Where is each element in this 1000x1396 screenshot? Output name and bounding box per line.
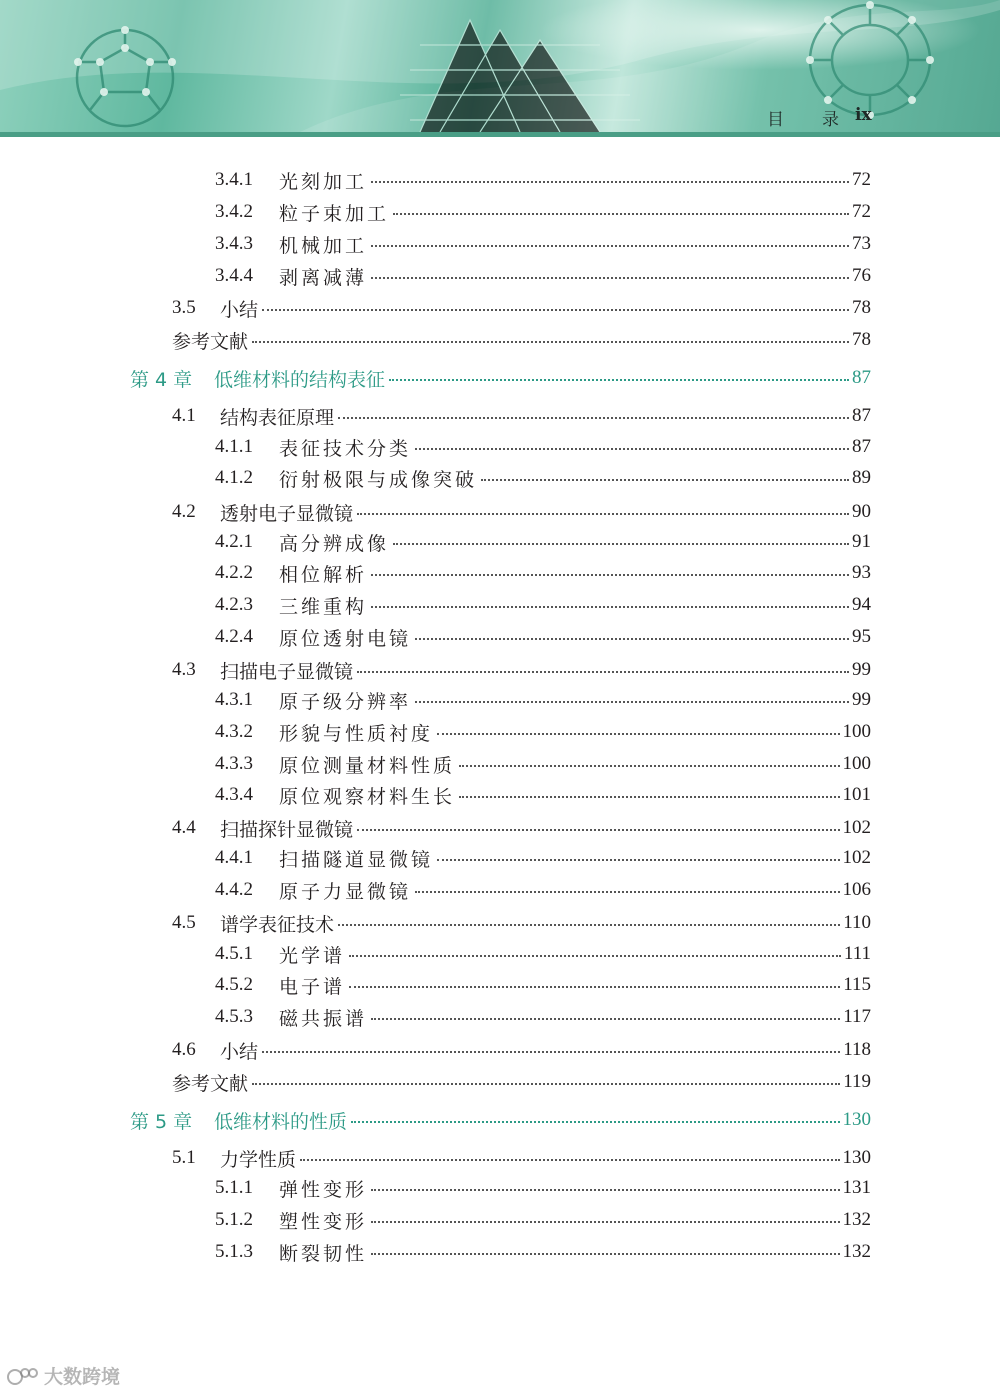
toc-page-number: 91 [852,531,871,552]
toc-row[interactable] [215,749,871,779]
toc-page-number: 100 [842,721,871,742]
toc-number: 3.4.3 [215,233,253,254]
toc-number: 4.3.1 [215,689,253,710]
toc-row[interactable] [215,558,871,588]
dot-leader [349,986,840,988]
toc-number: 4.1.2 [215,467,253,488]
dot-leader [338,924,840,926]
toc-row[interactable] [215,717,871,747]
dot-leader [262,309,849,311]
toc-page-number: 130 [842,1147,871,1168]
toc-title: 谱学表征技术 [220,913,335,936]
header-title-part1: 目 [767,110,784,130]
toc-title: 形貌与性质衬度 [279,722,434,745]
toc-number: 4.2.3 [215,594,253,615]
toc-page-number: 106 [842,879,871,900]
toc-title: 低维材料的结构表征 [214,368,386,391]
toc-number: 3.4.1 [215,169,253,190]
toc-page-number: 111 [843,943,871,964]
toc-page-number: 95 [852,626,871,647]
toc-row[interactable] [215,875,871,905]
toc-title: 三维重构 [279,595,368,618]
dot-leader [371,245,849,247]
toc-row[interactable] [215,970,871,1000]
toc-title: 原子级分辨率 [279,690,412,713]
toc-title: 机械加工 [279,234,368,257]
toc-row[interactable] [172,1143,871,1173]
dot-leader [415,701,849,703]
toc-page-number: 94 [852,594,871,615]
toc-title: 原位透射电镜 [279,627,412,650]
toc-page-number: 87 [852,436,871,457]
toc-row[interactable] [215,1237,871,1267]
toc-row[interactable] [215,229,871,259]
watermark-text: 大数跨境 [44,1366,121,1388]
toc-number: 4.5.3 [215,1006,253,1027]
dot-leader [252,1083,840,1085]
toc-title: 参考文献 [172,1072,249,1095]
toc-number: 4.2.4 [215,626,253,647]
toc-number: 4.3.3 [215,753,253,774]
toc-page-number: 101 [842,784,871,805]
toc-number: 4.2 [172,501,196,522]
toc-number: 4.4.1 [215,847,253,868]
toc-page-number: 90 [852,501,871,522]
dot-leader [371,1018,840,1020]
dot-leader [371,606,849,608]
dot-leader [389,379,849,381]
toc-title: 粒子束加工 [279,202,390,225]
toc-row[interactable] [215,780,871,810]
toc-title: 力学性质 [220,1148,297,1171]
toc-row[interactable] [215,939,871,969]
toc-row[interactable] [215,261,871,291]
toc-title: 电子谱 [279,975,346,998]
toc-title: 低维材料的性质 [214,1110,348,1133]
header-banner [0,0,1000,132]
toc-row[interactable] [172,1067,871,1097]
toc-title: 参考文献 [172,330,249,353]
toc-title: 衍射极限与成像突破 [279,468,478,491]
toc-number: 4.4.2 [215,879,253,900]
toc-page-number: 132 [842,1209,871,1230]
toc-number: 4.2.1 [215,531,253,552]
dot-leader [437,859,839,861]
toc-number: 4.6 [172,1039,196,1060]
dot-leader [371,1253,839,1255]
toc-page-number: 132 [842,1241,871,1262]
toc-row[interactable] [172,293,871,323]
dot-leader [357,513,849,515]
toc-row[interactable] [215,197,871,227]
toc-number: 3.4.4 [215,265,253,286]
dot-leader [415,448,849,450]
toc-page-number: 73 [852,233,871,254]
header-rule [0,132,1000,137]
toc-number: 4.3.2 [215,721,253,742]
toc-title: 原位观察材料生长 [279,785,456,808]
dot-leader [393,213,849,215]
dot-leader [415,638,849,640]
toc-row[interactable] [172,401,871,431]
toc-title: 高分辨成像 [279,532,390,555]
toc-title: 小结 [220,1040,259,1063]
toc-page-number: 100 [842,753,871,774]
toc-page-number: 99 [852,659,871,680]
toc-number: 4.1 [172,405,196,426]
toc-page-number: 115 [843,974,871,995]
dot-leader [481,479,849,481]
toc-number: 4.5.1 [215,943,253,964]
toc-title: 断裂韧性 [279,1242,368,1265]
dot-leader [371,1189,839,1191]
toc-title: 结构表征原理 [220,406,335,429]
toc-title: 扫描电子显微镜 [220,660,354,683]
toc-title: 相位解析 [279,563,368,586]
toc-row[interactable] [172,497,871,527]
header-title-part2: 录 [822,110,839,130]
toc-page-number: 110 [843,912,871,933]
toc-title: 原子力显微镜 [279,880,412,903]
toc-row[interactable] [215,463,871,493]
toc-number: 3.5 [172,297,196,318]
toc-page-number: 72 [852,169,871,190]
dot-leader [300,1159,839,1161]
toc-page-number: 102 [842,847,871,868]
dot-leader [351,1121,839,1123]
toc-title: 原位测量材料性质 [279,754,456,777]
toc-row[interactable] [172,908,871,938]
toc-number: 4.1.1 [215,436,253,457]
dot-leader [357,671,849,673]
toc-number: 4.4 [172,817,196,838]
toc-page-number: 87 [852,405,871,426]
toc-number: 4.3 [172,659,196,680]
toc-title: 剥离减薄 [279,266,368,289]
toc-page-number: 130 [842,1109,871,1130]
toc-number: 4.5.2 [215,974,253,995]
toc-row[interactable] [172,813,871,843]
toc-row[interactable] [215,432,871,462]
toc-page-number: 93 [852,562,871,583]
toc-number: 5.1.1 [215,1177,253,1198]
toc-title: 磁共振谱 [279,1007,368,1030]
toc-title: 表征技术分类 [279,437,412,460]
toc-page-number: 99 [852,689,871,710]
toc-title: 塑性变形 [279,1210,368,1233]
dot-leader [393,543,849,545]
dot-leader [371,181,849,183]
toc-page-number: 119 [843,1071,871,1092]
toc-page-number: 89 [852,467,871,488]
dot-leader [371,277,849,279]
toc-row[interactable] [215,165,871,195]
toc-number: 3.4.2 [215,201,253,222]
molecular-decoration-icon [0,0,1000,132]
toc-page-number: 87 [852,367,871,388]
toc-page-number: 102 [842,817,871,838]
dot-leader [252,341,849,343]
toc-chapter-row[interactable] [130,1105,871,1135]
dot-leader [349,955,841,957]
dot-leader [371,1221,839,1223]
toc-row[interactable] [215,590,871,620]
dot-leader [338,417,849,419]
toc-number: 5.1.3 [215,1241,253,1262]
toc-page-number: 72 [852,201,871,222]
toc-title: 透射电子显微镜 [220,502,354,525]
toc-number: 4.2.2 [215,562,253,583]
toc-title: 弹性变形 [279,1178,368,1201]
toc-row[interactable] [215,685,871,715]
toc-page-number: 76 [852,265,871,286]
toc-row[interactable] [215,1002,871,1032]
toc-row[interactable] [172,655,871,685]
toc-page-number: 78 [852,297,871,318]
toc-page-number: 131 [842,1177,871,1198]
toc-row[interactable] [172,325,871,355]
toc-number: 第 5 章 [130,1110,193,1133]
toc-page-number: 78 [852,329,871,350]
dot-leader [459,765,839,767]
dot-leader [371,574,849,576]
toc-row[interactable] [172,1035,871,1065]
dot-leader [262,1051,840,1053]
toc-page-number: 118 [843,1039,871,1060]
toc-row[interactable] [215,1205,871,1235]
watermark [6,1362,120,1389]
dot-leader [459,796,839,798]
toc-number: 5.1.2 [215,1209,253,1230]
toc-row[interactable] [215,843,871,873]
toc-number: 第 4 章 [130,368,193,391]
dot-leader [357,829,839,831]
toc-chapter-row[interactable] [130,363,871,393]
toc-row[interactable] [215,527,871,557]
toc-number: 4.3.4 [215,784,253,805]
toc-page-number: 117 [843,1006,871,1027]
toc-title: 小结 [220,298,259,321]
toc-title: 光学谱 [279,944,346,967]
brand-logo-icon [6,1365,40,1387]
toc-number: 4.5 [172,912,196,933]
toc-title: 扫描隧道显微镜 [279,848,434,871]
toc-title: 扫描探针显微镜 [220,818,354,841]
header-page-number: ix [855,105,872,125]
dot-leader [437,733,839,735]
toc-title: 光刻加工 [279,170,368,193]
running-header-title [767,105,839,130]
toc-row[interactable] [215,622,871,652]
toc-row[interactable] [215,1173,871,1203]
dot-leader [415,891,839,893]
toc-number: 5.1 [172,1147,196,1168]
